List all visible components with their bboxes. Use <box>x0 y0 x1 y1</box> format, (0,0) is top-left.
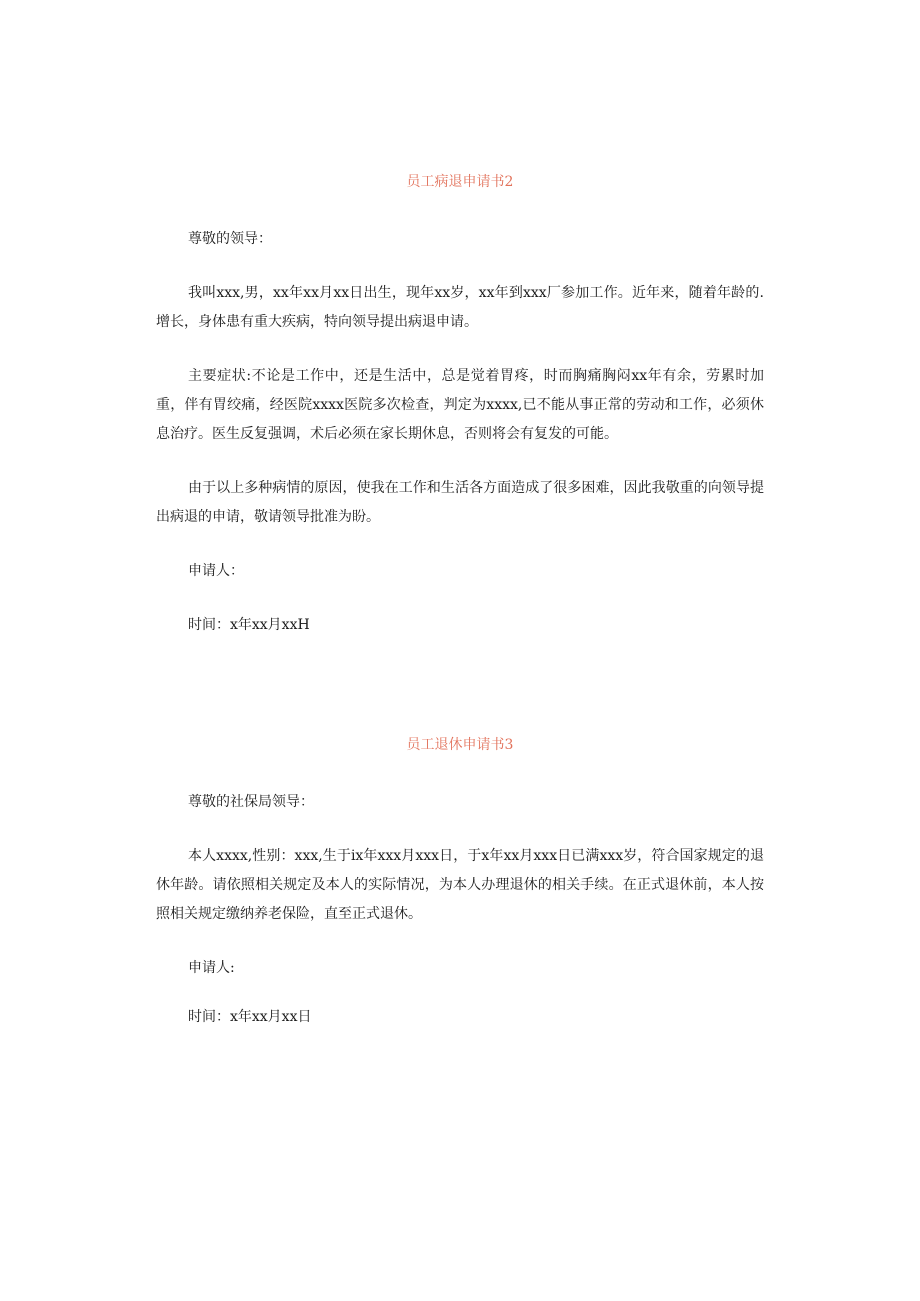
document-title: 员工退休申请书3 <box>406 737 514 753</box>
sick-leave-application <box>156 172 764 640</box>
salutation: 尊敬的社保局领导： <box>188 794 314 810</box>
retirement-application <box>156 735 764 1032</box>
paragraph: 本人xxxx,性别：xxx,生于ix年xxx月xxx日，于x年xx月xxx日已满xxx岁，符合国家规定的退休年龄。请依照相关规定及本人的实际情况，为本人办理退休的相关手续。在正式退休前，本人按照相关规定缴纳养老保险，直至正式退休。 <box>156 848 764 922</box>
paragraph: 由于以上多种病情的原因，使我在工作和生活各方面造成了很多困难，因此我敬重的向领导提出病退的申请，敬请领导批准为盼。 <box>156 480 764 525</box>
date-line: 时间：x年xx月xxH <box>188 617 310 633</box>
applicant-line: 申请人： <box>188 563 244 579</box>
salutation: 尊敬的领导： <box>188 231 272 247</box>
paragraph: 主要症状:不论是工作中，还是生活中，总是觉着胃疼，时而胸痛胸闷xx年有余，劳累时加重，伴有胃绞痛，经医院xxxx医院多次检查，判定为xxxx,已不能从事正常的劳动和工作，必须休息治疗。医生反复强调，术后必须在家长期休息，否则将会有复发的可能。 <box>156 368 764 442</box>
applicant-line: 申请人: <box>188 960 235 976</box>
paragraph: 我叫xxx,男，xx年xx月xx日出生，现年xx岁，xx年到xxx厂参加工作。近年来，随着年龄的.增长，身体患有重大疾病，特向领导提出病退申请。 <box>156 285 764 330</box>
document-title: 员工病退申请书2 <box>406 174 514 190</box>
date-line: 时间：x年xx月xx日 <box>188 1009 312 1025</box>
